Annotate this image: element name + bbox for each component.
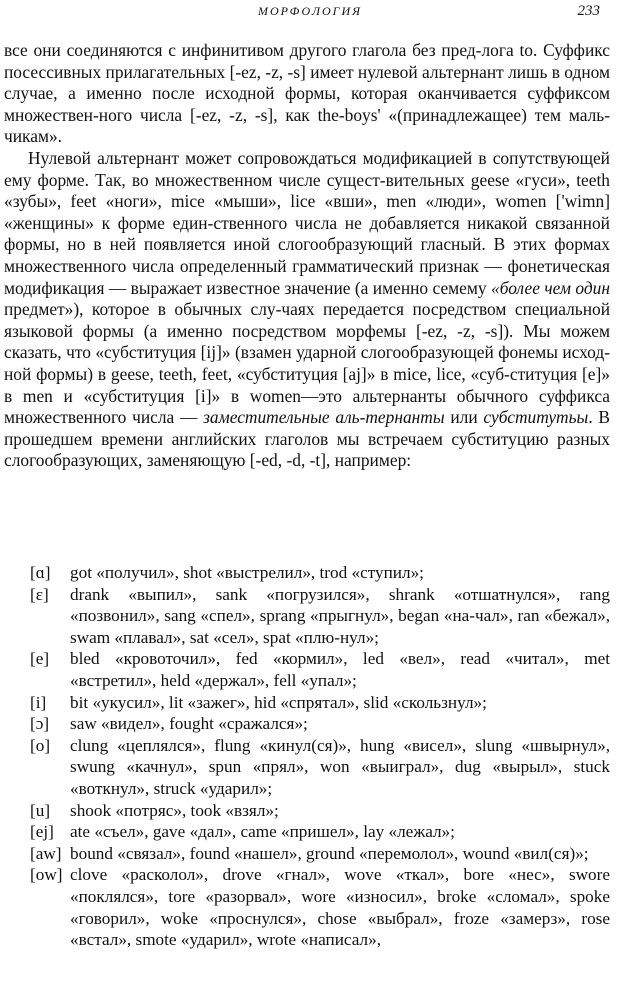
- example-text: got «получил», shot «выстрелил», trod «ступил»;: [70, 563, 424, 582]
- example-row: [30, 800, 610, 822]
- example-text: clove «расколол», drove «гнал», wove «ткал», bore «нес», swore «поклялся», tore «разорвал», wore «износил», broke «сломал», spoke «говорил», woke «проснулся», chose «выбрал», froze «замерз», rose «встал», smote «ударил», wrote «написал»,: [70, 865, 610, 950]
- example-row: [30, 843, 610, 865]
- phoneme-tag: [o]: [30, 735, 51, 755]
- example-text: shook «потряс», took «взял»;: [70, 800, 279, 820]
- phoneme-tag: [ej]: [30, 822, 54, 842]
- body-text: [4, 40, 610, 472]
- example-text: ate «съел», gave «дал», came «пришел», lay «лежал»;: [70, 822, 455, 842]
- paragraph-2: [4, 148, 610, 472]
- example-text: bled «кровоточил», fed «кормил», led «вел», read «читал», met «встретил», held «держал», fell «упал»;: [70, 649, 610, 690]
- phoneme-tag: [u]: [30, 800, 51, 820]
- paragraph-2-part-2: предмет»), которое в обычных слу-чаях передается посредством специальной языковой формы (а именно посредством морфемы [-ez, -z, -s]). Мы можем сказать, что «субституция [ij]» (взамен ударной слогообразующей фонемы исход-ной формы) в geese, teeth, feet, «субституция [aj]» в mice, lice, «суб-ституция [e]» в men и «субституция [i]» в women—это альтернанты обычного суффикса множественного числа —: [4, 299, 610, 428]
- examples-list: [30, 562, 610, 951]
- example-row: [30, 584, 610, 649]
- paragraph-2-part-3: или: [444, 407, 484, 428]
- phoneme-tag: [ɔ]: [30, 714, 50, 734]
- paragraph-2-italic-1: «более чем один: [491, 277, 611, 298]
- phoneme-tag: [aw]: [30, 843, 62, 863]
- example-text: saw «видел», fought «сражался»;: [70, 714, 308, 734]
- paragraph-2-part-1: Нулевой альтернант может сопровождаться модификацией в сопутствующей ему форме. Так, во множественном числе сущест-вительных geese «гуси», teeth «зубы», feet «ноги», mice «мыши», lice «вши», men «люди», women ['wimn] «женщины» к форме един-ственного числа не добавляется никакой связанной формы, но в ней появляется иной слогообразующий гласный. В этих формах множественного числа определенный грамматический признак — фонетическая модификация — выражает известное значение (а именно семему: [4, 147, 610, 298]
- running-title: МОРФОЛОГИЯ: [257, 4, 362, 18]
- paragraph-2-italic-3: субститутьы: [483, 407, 589, 428]
- paragraph-1: все они соединяются с инфинитивом другого глагола без пред-лога to. Суффикс посессивных прилагательных [-ez, -z, -s] имеет нулевой альтернант лишь в одном случае, а именно после исходной формы, которая оканчивается суффиксом множествен-ного числа [-ez, -z, -s], как the-boys' «(принадлежащее) тем маль-чикам».: [4, 40, 611, 147]
- phoneme-tag: [i]: [30, 692, 47, 712]
- example-row: [30, 713, 610, 735]
- example-row: [30, 821, 610, 843]
- paragraph-2-italic-2: заместительные аль-тернанты: [203, 407, 445, 428]
- phoneme-tag: [ɑ]: [30, 563, 51, 582]
- example-row: [30, 864, 610, 950]
- running-header: [0, 4, 620, 26]
- paragraph-2-part-4: . В прошедшем времени английских глаголов мы встречаем субституцию разных слогообразующих, заменяющую [-ed, -d, -t], например:: [4, 407, 610, 471]
- phoneme-tag: [ɛ]: [30, 584, 49, 604]
- page-number: 233: [577, 3, 600, 19]
- example-text: bound «связал», found «нашел», ground «перемолол», wound «вил(ся)»;: [70, 843, 589, 863]
- example-row: [30, 692, 610, 714]
- example-row: [30, 735, 610, 800]
- phoneme-tag: [ow]: [30, 865, 63, 885]
- example-text: drank «выпил», sank «погрузился», shrank «отшатнулся», rang «позвонил», sang «спел», sprang «прыгнул», began «на-чал», ran «бежал», swam «плавал», sat «сел», spat «плю-нул»;: [70, 584, 610, 647]
- example-text: bit «укусил», lit «зажег», hid «спрятал», slid «скользнул»;: [70, 692, 487, 712]
- example-row: [30, 562, 610, 584]
- example-text: clung «цеплялся», flung «кинул(ся)», hung «висел», slung «швырнул», swung «качнул», spun «прял», won «выиграл», dug «вырыл», stuck «воткнул», struck «ударил»;: [70, 735, 610, 798]
- example-row: [30, 648, 610, 691]
- phoneme-tag: [e]: [30, 649, 50, 669]
